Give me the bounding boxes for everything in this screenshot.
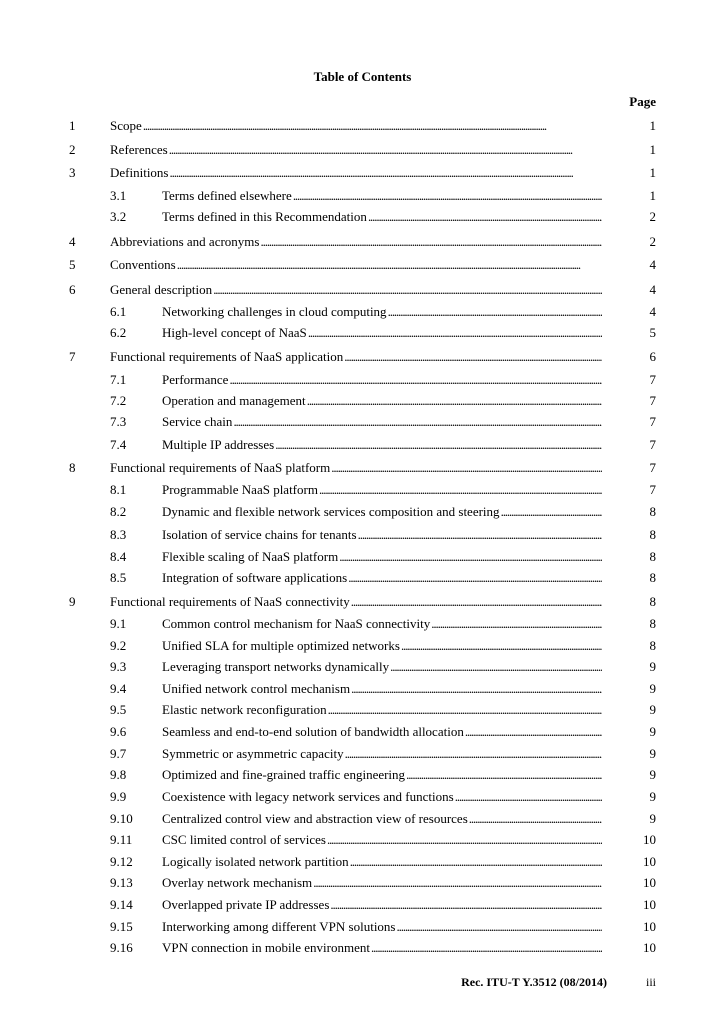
toc-entry-title: Interworking among different VPN solutions . . . [162, 918, 602, 936]
toc-entry-page: 9 [649, 789, 656, 804]
toc-entry-number: 8.3 [110, 527, 127, 542]
toc-entry-title: Scope . . . [110, 117, 602, 135]
toc-entry[interactable] [0, 918, 725, 936]
toc-entry-page: 8 [649, 504, 656, 519]
toc-entry[interactable] [0, 117, 725, 135]
toc-entry-page: 10 [643, 897, 656, 912]
toc-entry-number: 1 [69, 118, 76, 133]
toc-entry-page: 7 [649, 372, 656, 387]
toc-entry-page: 9 [649, 681, 656, 696]
toc-entry[interactable] [0, 371, 725, 389]
toc-entry[interactable] [0, 413, 725, 431]
toc-entry[interactable] [0, 256, 725, 274]
toc-entry-title: References . . . [110, 141, 602, 159]
toc-entry-title: Seamless and end-to-end solution of bandwidth allocation . . . [162, 723, 602, 741]
toc-entry-title: Functional requirements of NaaS application . . . [110, 348, 602, 366]
toc-entry-title: Overlay network mechanism . . . [162, 874, 602, 892]
toc-entry[interactable] [0, 680, 725, 698]
toc-entry-title: Conventions . . . [110, 256, 602, 274]
toc-entry-number: 9.3 [110, 659, 127, 674]
toc-entry-page: 1 [649, 188, 656, 203]
toc-entry-number: 7.4 [110, 437, 127, 452]
toc-entry[interactable] [0, 615, 725, 633]
toc-entry-page: 9 [649, 746, 656, 761]
toc-entry[interactable] [0, 637, 725, 655]
toc-entry-title: Functional requirements of NaaS platform . . . [110, 459, 602, 477]
toc-entry-page: 9 [649, 702, 656, 717]
toc-entry-number: 9.7 [110, 746, 127, 761]
toc-entry-title: Networking challenges in cloud computing . . . [162, 303, 602, 321]
toc-entry-page: 8 [649, 570, 656, 585]
toc-entry[interactable] [0, 348, 725, 366]
toc-entry-page: 10 [643, 919, 656, 934]
toc-entry-page: 4 [649, 282, 656, 297]
toc-entry-page: 9 [649, 767, 656, 782]
toc-entry-page: 7 [649, 482, 656, 497]
toc-entry-title: Optimized and fine-grained traffic engineering . . . [162, 766, 602, 784]
toc-entry-page: 9 [649, 811, 656, 826]
toc-entry-title: Operation and management . . . [162, 392, 602, 410]
toc-entry[interactable] [0, 745, 725, 763]
footer-page-number: iii [645, 975, 656, 989]
toc-entry-title: Flexible scaling of NaaS platform . . . [162, 548, 602, 566]
toc-entry-page: 6 [649, 349, 656, 364]
toc-entry[interactable] [0, 593, 725, 611]
toc-entry-title: Unified network control mechanism . . . [162, 680, 602, 698]
toc-entry-number: 7.2 [110, 393, 127, 408]
toc-entry-title: Terms defined elsewhere . . . [162, 187, 602, 205]
toc-entry[interactable] [0, 766, 725, 784]
toc-entry-title: Integration of software applications . . . [162, 569, 602, 587]
toc-entry-number: 9.6 [110, 724, 127, 739]
toc-entry-title: Symmetric or asymmetric capacity . . . [162, 745, 602, 763]
toc-entry-title: Abbreviations and acronyms . . . [110, 233, 602, 251]
toc-entry-title: General description . . . [110, 281, 602, 299]
toc-entry-title: Service chain . . . [162, 413, 602, 431]
toc-entry[interactable] [0, 526, 725, 544]
toc-entry-number: 6.2 [110, 325, 127, 340]
toc-entry-page: 8 [649, 594, 656, 609]
toc-entry-page: 7 [649, 393, 656, 408]
toc-entry[interactable] [0, 831, 725, 849]
toc-entry[interactable] [0, 723, 725, 741]
toc-entry-number: 2 [69, 142, 76, 157]
toc-entry-title: Multiple IP addresses . . . [162, 436, 602, 454]
toc-entry-page: 10 [643, 940, 656, 955]
toc-entry-number: 8.1 [110, 482, 127, 497]
toc-entry-page: 5 [649, 325, 656, 340]
toc-entry-number: 9.2 [110, 638, 127, 653]
toc-entry-number: 9.11 [110, 832, 133, 847]
toc-entry-title: Isolation of service chains for tenants . . . [162, 526, 602, 544]
toc-entry-number: 9.10 [110, 811, 133, 826]
toc-entry[interactable] [0, 281, 725, 299]
toc-entry-number: 9.4 [110, 681, 127, 696]
toc-entry-title: Leveraging transport networks dynamically . . . [162, 658, 602, 676]
toc-entry-number: 9.12 [110, 854, 133, 869]
toc-entry-number: 9.13 [110, 875, 133, 890]
toc-entry-number: 8.2 [110, 504, 127, 519]
footer-recommendation: Rec. ITU-T Y.3512 (08/2014) [461, 975, 607, 989]
toc-entry-number: 6 [69, 282, 76, 297]
toc-entry[interactable] [0, 658, 725, 676]
toc-entry[interactable] [0, 788, 725, 806]
toc-entry-page: 1 [649, 165, 656, 180]
toc-entry[interactable] [0, 324, 725, 342]
toc-entry[interactable] [0, 436, 725, 454]
toc-entry-title: Unified SLA for multiple optimized networks . . . [162, 637, 602, 655]
toc-entry-number: 9 [69, 594, 76, 609]
toc-entry-page: 8 [649, 638, 656, 653]
toc-entry-page: 10 [643, 875, 656, 890]
toc-entry-title: Functional requirements of NaaS connectivity . . . [110, 593, 602, 611]
toc-entry-page: 4 [649, 257, 656, 272]
toc-entry-number: 7 [69, 349, 76, 364]
toc-entry-page: 8 [649, 616, 656, 631]
toc-entry-title: Dynamic and flexible network services composition and steering . . . [162, 503, 602, 521]
toc-entry-page: 7 [649, 460, 656, 475]
toc-entry-page: 7 [649, 437, 656, 452]
toc-entry-title: VPN connection in mobile environment . . . [162, 939, 602, 957]
toc-entry-title: High-level concept of NaaS . . . [162, 324, 602, 342]
toc-entry-page: 1 [649, 142, 656, 157]
toc-entry-title: Common control mechanism for NaaS connectivity . . . [162, 615, 602, 633]
toc-entry-page: 8 [649, 549, 656, 564]
toc-entry[interactable] [0, 503, 725, 521]
toc-entry-page: 10 [643, 854, 656, 869]
toc-entry-number: 9.15 [110, 919, 133, 934]
toc-entry-number: 5 [69, 257, 76, 272]
toc-entry[interactable] [0, 459, 725, 477]
toc-entry-page: 7 [649, 414, 656, 429]
toc-entry[interactable] [0, 233, 725, 251]
toc-entry[interactable] [0, 896, 725, 914]
toc-entry-title: Definitions . . . [110, 164, 602, 182]
toc-entry-title: Logically isolated network partition . . . [162, 853, 602, 871]
toc-entry-page: 8 [649, 527, 656, 542]
toc-entry-page: 2 [649, 209, 656, 224]
toc-title: Table of Contents [313, 69, 412, 84]
toc-entry[interactable] [0, 141, 725, 159]
toc-entry-title: Terms defined in this Recommendation . . . [162, 208, 602, 226]
toc-entry-page: 2 [649, 234, 656, 249]
toc-entry-number: 9.5 [110, 702, 127, 717]
toc-entry-number: 9.9 [110, 789, 127, 804]
toc-entry-page: 9 [649, 659, 656, 674]
toc-entry-number: 3 [69, 165, 76, 180]
toc-entry[interactable] [0, 939, 725, 957]
toc-entry-number: 6.1 [110, 304, 127, 319]
toc-entry-title: Performance . . . [162, 371, 602, 389]
toc-entry-number: 8.5 [110, 570, 127, 585]
toc-entry[interactable] [0, 853, 725, 871]
toc-entry-page: 10 [643, 832, 656, 847]
page-column-header: Page [629, 94, 656, 109]
toc-entry[interactable] [0, 874, 725, 892]
toc-entry-number: 3.1 [110, 188, 127, 203]
toc-entry-title: Elastic network reconfiguration . . . [162, 701, 602, 719]
toc-entry-page: 9 [649, 724, 656, 739]
toc-entry-page: 1 [649, 118, 656, 133]
toc-entry-number: 9.1 [110, 616, 127, 631]
toc-entry-number: 7.1 [110, 372, 127, 387]
toc-entry[interactable] [0, 701, 725, 719]
toc-entry-number: 7.3 [110, 414, 127, 429]
toc-entry-title: Programmable NaaS platform . . . [162, 481, 602, 499]
toc-entry[interactable] [0, 164, 725, 182]
toc-entry[interactable] [0, 187, 725, 205]
toc-entry-title: Coexistence with legacy network services and functions . . . [162, 788, 602, 806]
toc-entry-title: CSC limited control of services . . . [162, 831, 602, 849]
toc-entry[interactable] [0, 392, 725, 410]
toc-entry-number: 9.16 [110, 940, 133, 955]
toc-entry-number: 9.14 [110, 897, 133, 912]
toc-entry-title: Centralized control view and abstraction view of resources . . . [162, 810, 602, 828]
toc-entry[interactable] [0, 569, 725, 587]
toc-entry-number: 4 [69, 234, 76, 249]
toc-entry[interactable] [0, 303, 725, 321]
toc-entry-number: 9.8 [110, 767, 127, 782]
toc-entry[interactable] [0, 481, 725, 499]
toc-entry-number: 8.4 [110, 549, 127, 564]
toc-entry-number: 3.2 [110, 209, 127, 224]
toc-entry-number: 8 [69, 460, 76, 475]
toc-entry[interactable] [0, 548, 725, 566]
toc-entry[interactable] [0, 810, 725, 828]
toc-entry-title: Overlapped private IP addresses . . . [162, 896, 602, 914]
toc-entry[interactable] [0, 208, 725, 226]
toc-entry-page: 4 [649, 304, 656, 319]
